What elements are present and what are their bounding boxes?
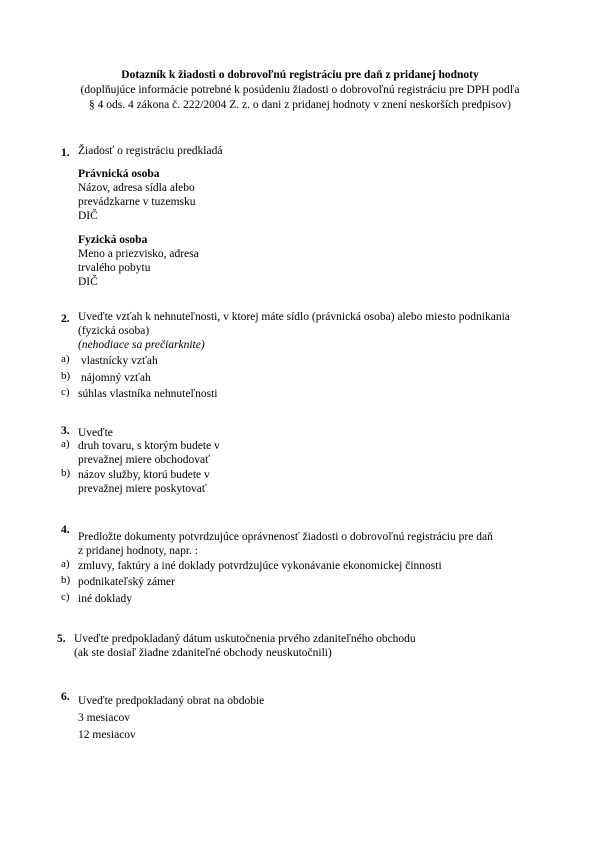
q4-option-c-text: iné doklady [78,593,132,605]
q2-text-line2: (fyzická osoba) [78,325,150,337]
q1-natural-person-heading: Fyzická osoba [78,234,148,246]
q3-number: 3. [61,425,70,437]
q4-text-line2: z pridanej hodnoty, napr. : [78,545,198,557]
q3-option-b-line1: názov služby, ktorú budete v [78,469,210,481]
q5-text-line1: Uveďte predpokladaný dátum uskutočnenia prvého zdaniteľného obchodu [74,633,416,645]
q6-number: 6. [61,691,70,703]
q3-option-b-label: b) [61,467,71,479]
q5-number: 5. [57,633,66,645]
q2-option-b-text: nájomný vzťah [81,372,151,384]
q4-option-a-text: zmluvy, faktúry a iné doklady potvrdzujúce vykonávanie ekonomickej činnosti [78,560,442,572]
q1-number: 1. [61,147,70,159]
q6-option-3-months: 3 mesiacov [78,712,131,724]
q2-note: (nehodiace sa prečiarknite) [78,339,205,351]
q3-option-a-line2: prevažnej miere obchodovať [78,454,210,466]
q2-number: 2. [61,313,70,325]
q1-natural-person-line2: trvalého pobytu [78,262,151,274]
q2-option-a-label: a) [61,353,70,365]
q4-number: 4. [61,524,70,536]
q2-option-b-label: b) [61,370,71,382]
document-title: Dotazník k žiadosti o dobrovoľnú registráciu pre daň z pridanej hodnoty [121,69,479,81]
q1-legal-person-line1: Názov, adresa sídla alebo [78,182,195,194]
document-subtitle-line1: (doplňujúce informácie potrebné k posúdeniu žiadosti o dobrovoľnú registráciu pre DPH podľa [80,84,520,96]
q4-option-c-label: c) [61,591,70,603]
q3-text: Uveďte [78,427,113,439]
q5-text-line2: (ak ste dosiaľ žiadne zdaniteľné obchody neuskutočnili) [74,647,332,659]
q4-option-b-label: b) [61,574,71,586]
q6-text: Uveďte predpokladaný obrat na obdobie [78,695,265,707]
q2-option-a-text: vlastnícky vzťah [81,355,158,367]
q2-text-line1: Uveďte vzťah k nehnuteľnosti, v ktorej máte sídlo (právnická osoba) alebo miesto podnikania [78,311,510,323]
document-subtitle-line2: § 4 ods. 4 zákona č. 222/2004 Z. z. o dani z pridanej hodnoty v znení neskorších predpisov) [89,99,511,111]
q3-option-b-line2: prevažnej miere poskytovať [78,483,207,495]
q2-option-c-label: c) [61,386,70,398]
q4-option-b-text: podnikateľský zámer [78,576,175,588]
q1-natural-person-line1: Meno a priezvisko, adresa [78,248,199,260]
q1-legal-person-dic: DIČ [78,210,98,222]
q6-option-12-months: 12 mesiacov [78,729,136,741]
q4-option-a-label: a) [61,558,70,570]
q2-option-c-text: súhlas vlastníka nehnuteľnosti [78,388,218,400]
q1-legal-person-heading: Právnická osoba [78,168,160,180]
q1-text: Žiadosť o registráciu predkladá [78,145,223,157]
q3-option-a-label: a) [61,438,70,450]
q4-text-line1: Predložte dokumenty potvrdzujúce oprávnenosť žiadosti o dobrovoľnú registráciu pre daň [78,531,493,543]
q1-natural-person-dic: DIČ [78,276,98,288]
q3-option-a-line1: druh tovaru, s ktorým budete v [78,440,220,452]
q1-legal-person-line2: prevádzkarne v tuzemsku [78,196,196,208]
